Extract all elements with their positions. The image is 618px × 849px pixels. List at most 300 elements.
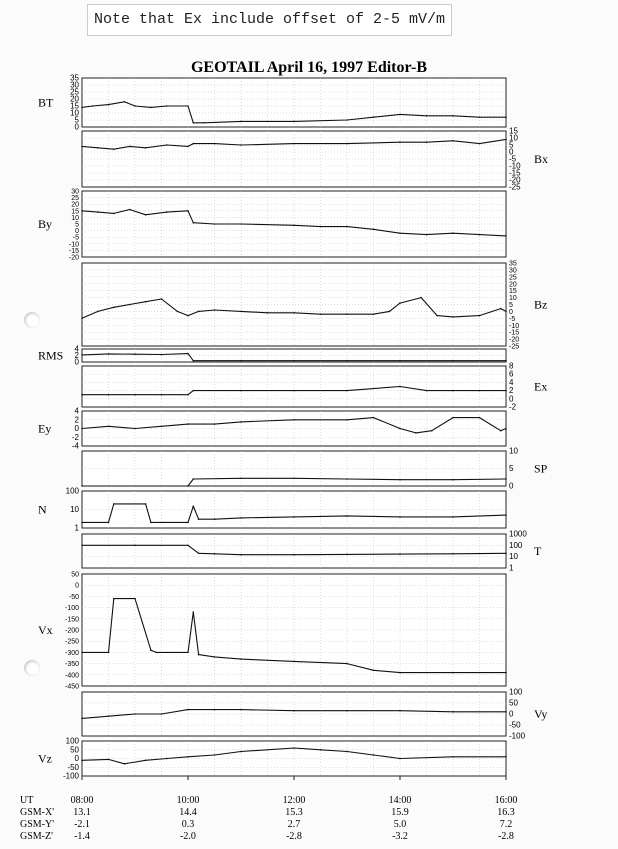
y-tick-label: -300 bbox=[64, 649, 79, 657]
data-point-by bbox=[113, 213, 115, 215]
y-tick-label: -15 bbox=[509, 329, 520, 337]
y-tick-label: -20 bbox=[509, 175, 521, 185]
data-point-vx bbox=[452, 672, 454, 674]
y-tick-label: 35 bbox=[509, 260, 517, 268]
data-point-by bbox=[452, 232, 454, 234]
data-point-t bbox=[399, 553, 401, 555]
x-tick-label: 14:00 bbox=[388, 795, 412, 806]
y-tick-label: -20 bbox=[509, 336, 520, 344]
data-point-n bbox=[214, 518, 216, 520]
data-point-bz bbox=[198, 311, 200, 313]
orbit-value: -2.1 bbox=[74, 819, 90, 830]
data-point-vz bbox=[399, 758, 401, 760]
orbit-row-label: UT bbox=[20, 795, 34, 806]
data-point-vx bbox=[240, 658, 242, 660]
y-tick-label: -200 bbox=[64, 627, 79, 635]
data-point-rms bbox=[193, 360, 195, 362]
y-tick-label: 0 bbox=[509, 709, 514, 719]
y-tick-label: -350 bbox=[64, 661, 79, 669]
data-point-vy bbox=[81, 718, 83, 720]
data-point-bz bbox=[161, 298, 163, 300]
orbit-value: 16.3 bbox=[497, 807, 515, 818]
data-point-bz bbox=[505, 311, 507, 313]
data-point-sp bbox=[193, 478, 195, 480]
data-point-t bbox=[214, 553, 216, 555]
y-tick-label: 5 bbox=[74, 115, 79, 125]
data-point-bx bbox=[293, 143, 295, 145]
data-point-bz bbox=[187, 315, 189, 317]
data-point-bt bbox=[124, 101, 126, 103]
y-tick-label: 35 bbox=[70, 73, 79, 83]
data-point-ey bbox=[214, 423, 216, 425]
data-point-vx bbox=[150, 649, 152, 651]
data-point-vx bbox=[81, 652, 83, 654]
orbit-value: 2.7 bbox=[287, 819, 301, 830]
data-point-by bbox=[346, 226, 348, 228]
data-point-by bbox=[166, 211, 168, 213]
data-point-by bbox=[187, 210, 189, 212]
data-point-bz bbox=[293, 312, 295, 314]
data-point-ex bbox=[505, 390, 507, 392]
data-point-ey bbox=[346, 419, 348, 421]
y-tick-label: 10 bbox=[70, 505, 79, 514]
data-point-n bbox=[145, 503, 147, 505]
data-point-bt bbox=[108, 104, 110, 106]
data-point-bx bbox=[97, 147, 99, 149]
y-tick-label: 0 bbox=[74, 424, 79, 433]
data-point-bx bbox=[129, 146, 131, 148]
y-tick-label: -4 bbox=[71, 441, 79, 451]
data-point-vx bbox=[214, 656, 216, 658]
y-tick-label: 4 bbox=[74, 344, 79, 354]
data-point-bz bbox=[500, 308, 502, 310]
data-point-ex bbox=[293, 390, 295, 392]
data-point-bt bbox=[166, 105, 168, 107]
y-tick-label: 2 bbox=[509, 386, 514, 396]
data-point-ey bbox=[373, 417, 375, 419]
data-point-bz bbox=[240, 311, 242, 313]
data-point-n bbox=[187, 522, 189, 524]
data-point-rms bbox=[293, 360, 295, 362]
data-point-vz bbox=[452, 756, 454, 758]
y-tick-label: -25 bbox=[509, 343, 520, 351]
data-point-n bbox=[452, 516, 454, 518]
data-point-n bbox=[113, 503, 115, 505]
y-tick-label: 15 bbox=[71, 208, 79, 216]
x-tick-label: 08:00 bbox=[70, 795, 94, 806]
x-tick-label: 16:00 bbox=[494, 795, 518, 806]
y-tick-label: 25 bbox=[71, 195, 79, 203]
y-tick-label: -450 bbox=[64, 683, 79, 691]
data-point-vz bbox=[145, 760, 147, 762]
data-point-bz bbox=[97, 311, 99, 313]
chart-title: GEOTAIL April 16, 1997 Editor-B bbox=[190, 59, 428, 76]
y-tick-label: 0 bbox=[509, 481, 514, 491]
y-tick-label: 20 bbox=[509, 281, 517, 289]
data-point-ey bbox=[500, 430, 502, 432]
data-point-ex bbox=[479, 390, 481, 392]
data-point-bx bbox=[113, 148, 115, 150]
data-point-vx bbox=[155, 652, 157, 654]
data-point-ey bbox=[134, 428, 136, 430]
data-point-rms bbox=[161, 354, 163, 356]
y-tick-label: -5 bbox=[509, 315, 516, 323]
data-point-vx bbox=[293, 661, 295, 663]
data-point-by bbox=[193, 222, 195, 224]
data-point-sp bbox=[240, 478, 242, 480]
data-point-ey bbox=[240, 421, 242, 423]
data-point-vy bbox=[346, 710, 348, 712]
panel-label-vy: Vy bbox=[534, 707, 548, 721]
panel-label-ex: Ex bbox=[534, 379, 548, 394]
orbit-value: 5.0 bbox=[393, 819, 407, 830]
y-tick-label: 0 bbox=[509, 308, 513, 316]
y-tick-label: -15 bbox=[68, 247, 79, 255]
data-point-bt bbox=[81, 107, 83, 109]
data-point-bt bbox=[187, 105, 189, 107]
data-point-by bbox=[145, 214, 147, 216]
data-point-vy bbox=[108, 715, 110, 717]
y-tick-label: 25 bbox=[509, 274, 517, 282]
panel-label-sp: SP bbox=[534, 461, 548, 476]
y-tick-label: 0 bbox=[75, 582, 79, 590]
data-point-ex bbox=[187, 394, 189, 396]
y-tick-label: 15 bbox=[509, 126, 518, 136]
orbit-value: 14.4 bbox=[179, 807, 197, 818]
data-point-vx bbox=[399, 672, 401, 674]
data-point-vx bbox=[346, 663, 348, 665]
y-tick-label: -50 bbox=[509, 720, 521, 730]
data-point-sp bbox=[81, 485, 83, 487]
data-point-by bbox=[479, 234, 481, 236]
y-tick-label: 5 bbox=[75, 221, 79, 229]
y-tick-label: 15 bbox=[70, 101, 79, 111]
y-tick-label: -400 bbox=[64, 672, 79, 680]
y-tick-label: 20 bbox=[71, 201, 79, 209]
data-point-vy bbox=[214, 709, 216, 711]
orbit-value: -2.8 bbox=[498, 831, 514, 842]
y-tick-label: -10 bbox=[509, 161, 521, 171]
y-tick-label: 50 bbox=[509, 698, 518, 708]
data-point-n bbox=[81, 522, 83, 524]
data-point-n bbox=[293, 516, 295, 518]
data-point-t bbox=[134, 545, 136, 547]
y-tick-label: 100 bbox=[65, 736, 79, 746]
y-tick-label: 10 bbox=[70, 108, 79, 118]
data-point-bt bbox=[193, 122, 195, 124]
data-point-vz bbox=[373, 754, 375, 756]
y-tick-label: 30 bbox=[70, 80, 79, 90]
data-point-bz bbox=[436, 315, 438, 317]
data-point-by bbox=[373, 229, 375, 231]
y-tick-label: -20 bbox=[68, 254, 79, 262]
data-point-bx bbox=[145, 147, 147, 149]
data-point-n bbox=[108, 522, 110, 524]
data-point-by bbox=[97, 211, 99, 213]
y-tick-label: 2 bbox=[74, 415, 79, 425]
data-point-by bbox=[214, 223, 216, 225]
data-point-bx bbox=[81, 146, 83, 148]
data-point-ey bbox=[399, 428, 401, 430]
data-point-vz bbox=[187, 756, 189, 758]
data-point-vy bbox=[505, 711, 507, 713]
data-point-bt bbox=[134, 105, 136, 107]
data-point-bz bbox=[373, 313, 375, 315]
data-point-sp bbox=[505, 478, 507, 480]
y-tick-label: 100 bbox=[509, 540, 523, 550]
orbit-value: -1.4 bbox=[74, 831, 90, 842]
data-point-vz bbox=[81, 760, 83, 762]
data-point-bz bbox=[420, 297, 422, 299]
data-point-vz bbox=[108, 759, 110, 761]
y-tick-label: 1 bbox=[74, 523, 79, 533]
data-point-vy bbox=[187, 709, 189, 711]
data-point-ex bbox=[426, 390, 428, 392]
y-tick-label: 50 bbox=[71, 571, 79, 579]
orbit-value: 13.1 bbox=[73, 807, 91, 818]
y-tick-label: 5 bbox=[509, 140, 514, 150]
panel-label-vx: Vx bbox=[38, 623, 53, 637]
panel-label-vz: Vz bbox=[38, 751, 52, 766]
data-point-t bbox=[198, 553, 200, 555]
data-point-bt bbox=[373, 116, 375, 118]
y-tick-label: -15 bbox=[509, 168, 521, 178]
data-point-t bbox=[240, 554, 242, 556]
data-point-vx bbox=[134, 598, 136, 600]
data-point-vz bbox=[124, 763, 126, 765]
data-point-bx bbox=[240, 144, 242, 146]
x-tick-label: 12:00 bbox=[282, 795, 306, 806]
data-point-bt bbox=[505, 116, 507, 118]
data-point-bt bbox=[92, 105, 94, 107]
data-point-sp bbox=[293, 478, 295, 480]
data-point-ex bbox=[161, 394, 163, 396]
data-point-by bbox=[129, 209, 131, 211]
y-tick-label: -5 bbox=[509, 154, 517, 164]
y-tick-label: -2 bbox=[71, 432, 79, 442]
y-tick-label: -250 bbox=[64, 638, 79, 646]
data-point-bx bbox=[479, 143, 481, 145]
data-point-bz bbox=[145, 301, 147, 303]
y-tick-label: 0 bbox=[74, 122, 79, 132]
y-tick-label: 50 bbox=[70, 745, 79, 755]
y-tick-label: 30 bbox=[71, 188, 79, 196]
data-point-bz bbox=[177, 311, 179, 313]
data-point-ex bbox=[108, 394, 110, 396]
data-point-bx bbox=[193, 143, 195, 145]
y-tick-label: -100 bbox=[64, 605, 79, 613]
y-tick-label: 5 bbox=[509, 302, 513, 309]
panel-label-rms: RMS bbox=[38, 348, 64, 363]
data-point-by bbox=[293, 225, 295, 227]
data-point-bt bbox=[479, 116, 481, 118]
offset-note: Note that Ex include offset of 2-5 mV/m bbox=[87, 4, 452, 36]
data-point-vx bbox=[505, 672, 507, 674]
data-point-vz bbox=[293, 747, 295, 749]
data-point-vz bbox=[505, 756, 507, 758]
panel-label-ey: Ey bbox=[38, 421, 52, 436]
data-point-t bbox=[187, 545, 189, 547]
y-tick-label: 0 bbox=[75, 228, 79, 236]
orbit-row-label: GSM-X' bbox=[20, 807, 55, 818]
data-point-t bbox=[293, 554, 295, 556]
data-point-t bbox=[346, 554, 348, 556]
data-point-vz bbox=[214, 754, 216, 756]
data-point-ey bbox=[108, 426, 110, 428]
y-tick-label: 4 bbox=[509, 377, 514, 387]
y-tick-label: -50 bbox=[67, 762, 79, 772]
y-tick-label: 100 bbox=[509, 687, 523, 697]
data-point-bz bbox=[320, 313, 322, 315]
panel-label-bx: Bx bbox=[534, 152, 549, 166]
y-tick-label: -100 bbox=[62, 771, 79, 781]
data-point-bt bbox=[150, 107, 152, 109]
y-tick-label: 100 bbox=[65, 486, 79, 496]
y-tick-label: 10 bbox=[509, 133, 518, 143]
data-point-ey bbox=[81, 428, 83, 430]
y-tick-label: 10 bbox=[509, 446, 518, 456]
data-point-by bbox=[240, 223, 242, 225]
data-point-rms bbox=[240, 360, 242, 362]
data-point-vz bbox=[346, 751, 348, 753]
data-point-bz bbox=[389, 311, 391, 313]
data-point-ex bbox=[399, 386, 401, 388]
data-point-bz bbox=[399, 302, 401, 304]
orbit-row-label: GSM-Z' bbox=[20, 831, 53, 842]
y-tick-label: -10 bbox=[68, 241, 79, 249]
data-point-ex bbox=[134, 394, 136, 396]
data-point-vx bbox=[108, 652, 110, 654]
y-tick-label: 0 bbox=[74, 357, 79, 367]
y-tick-label: 25 bbox=[70, 87, 79, 97]
data-point-bx bbox=[187, 146, 189, 148]
data-point-ey bbox=[479, 417, 481, 419]
data-point-vy bbox=[240, 709, 242, 711]
data-point-rms bbox=[505, 360, 507, 362]
data-point-bt bbox=[203, 122, 205, 124]
data-point-bt bbox=[293, 121, 295, 123]
data-point-vy bbox=[293, 710, 295, 712]
x-tick-label: 10:00 bbox=[176, 795, 200, 806]
data-point-by bbox=[505, 235, 507, 237]
y-tick-label: 2 bbox=[74, 351, 79, 360]
y-tick-label: -100 bbox=[509, 731, 526, 741]
data-point-n bbox=[150, 522, 152, 524]
data-point-rms bbox=[187, 353, 189, 355]
data-point-by bbox=[426, 234, 428, 236]
data-point-sp bbox=[187, 485, 189, 487]
data-point-t bbox=[505, 553, 507, 555]
data-point-bx bbox=[452, 140, 454, 142]
y-tick-label: 6 bbox=[509, 369, 514, 379]
data-point-vy bbox=[399, 710, 401, 712]
y-tick-label: -50 bbox=[68, 593, 79, 601]
data-point-vz bbox=[320, 749, 322, 751]
data-point-ex bbox=[240, 390, 242, 392]
panel-frame-t bbox=[82, 534, 506, 568]
data-point-bt bbox=[240, 121, 242, 123]
data-point-bz bbox=[346, 313, 348, 315]
data-point-t bbox=[452, 553, 454, 555]
data-point-t bbox=[81, 545, 83, 547]
orbit-row-label: GSM-Y' bbox=[20, 819, 55, 830]
data-point-sp bbox=[452, 479, 454, 481]
data-point-rms bbox=[108, 353, 110, 355]
data-point-ey bbox=[161, 426, 163, 428]
data-point-ey bbox=[187, 423, 189, 425]
data-point-vy bbox=[452, 711, 454, 713]
data-point-bz bbox=[113, 307, 115, 309]
data-point-rms bbox=[346, 360, 348, 362]
data-point-bz bbox=[214, 309, 216, 311]
y-tick-label: 8 bbox=[509, 361, 514, 371]
data-point-vx bbox=[193, 611, 195, 613]
orbit-value: -2.0 bbox=[180, 831, 196, 842]
data-point-by bbox=[320, 226, 322, 228]
data-point-ex bbox=[452, 390, 454, 392]
data-point-bz bbox=[81, 318, 83, 320]
data-point-vx bbox=[187, 652, 189, 654]
data-point-bx bbox=[399, 141, 401, 143]
panel-label-bz: Bz bbox=[534, 297, 548, 312]
data-point-ey bbox=[293, 419, 295, 421]
data-point-bz bbox=[267, 312, 269, 314]
y-tick-label: 1 bbox=[509, 563, 514, 573]
data-point-ex bbox=[346, 390, 348, 392]
data-point-vy bbox=[134, 713, 136, 715]
data-point-bz bbox=[479, 315, 481, 317]
panel-label-bt: BT bbox=[38, 95, 54, 110]
data-point-bt bbox=[346, 119, 348, 121]
data-point-vy bbox=[161, 713, 163, 715]
data-point-ey bbox=[415, 432, 417, 434]
y-tick-label: -150 bbox=[64, 616, 79, 624]
data-point-bx bbox=[214, 143, 216, 145]
data-point-bx bbox=[426, 141, 428, 143]
data-point-bz bbox=[452, 316, 454, 318]
data-point-bx bbox=[166, 144, 168, 146]
data-point-bt bbox=[399, 114, 401, 116]
data-point-bt bbox=[426, 115, 428, 117]
orbit-value: -2.8 bbox=[286, 831, 302, 842]
data-point-vz bbox=[166, 758, 168, 760]
data-point-n bbox=[505, 514, 507, 516]
y-tick-label: 0 bbox=[509, 394, 514, 404]
data-point-bz bbox=[129, 304, 131, 306]
y-tick-label: 5 bbox=[509, 464, 514, 473]
panel-label-t: T bbox=[534, 544, 542, 558]
y-tick-label: -5 bbox=[72, 234, 79, 242]
data-point-n bbox=[193, 505, 195, 507]
data-point-bt bbox=[452, 115, 454, 117]
data-point-ex bbox=[81, 394, 83, 396]
y-tick-label: 20 bbox=[70, 94, 79, 104]
y-tick-label: 4 bbox=[74, 406, 79, 416]
y-tick-label: 0 bbox=[509, 147, 514, 157]
orbit-value: 7.2 bbox=[499, 819, 513, 830]
data-point-vz bbox=[240, 751, 242, 753]
y-tick-label: 10 bbox=[71, 214, 79, 222]
y-tick-label: -25 bbox=[509, 182, 521, 192]
orbit-value: 15.9 bbox=[391, 807, 409, 818]
data-point-n bbox=[198, 518, 200, 520]
y-tick-label: 30 bbox=[509, 267, 517, 275]
data-point-ey bbox=[505, 428, 507, 430]
data-point-n bbox=[346, 515, 348, 517]
y-tick-label: -2 bbox=[509, 402, 517, 412]
panel-label-n: N bbox=[38, 502, 47, 517]
data-point-bx bbox=[505, 139, 507, 141]
